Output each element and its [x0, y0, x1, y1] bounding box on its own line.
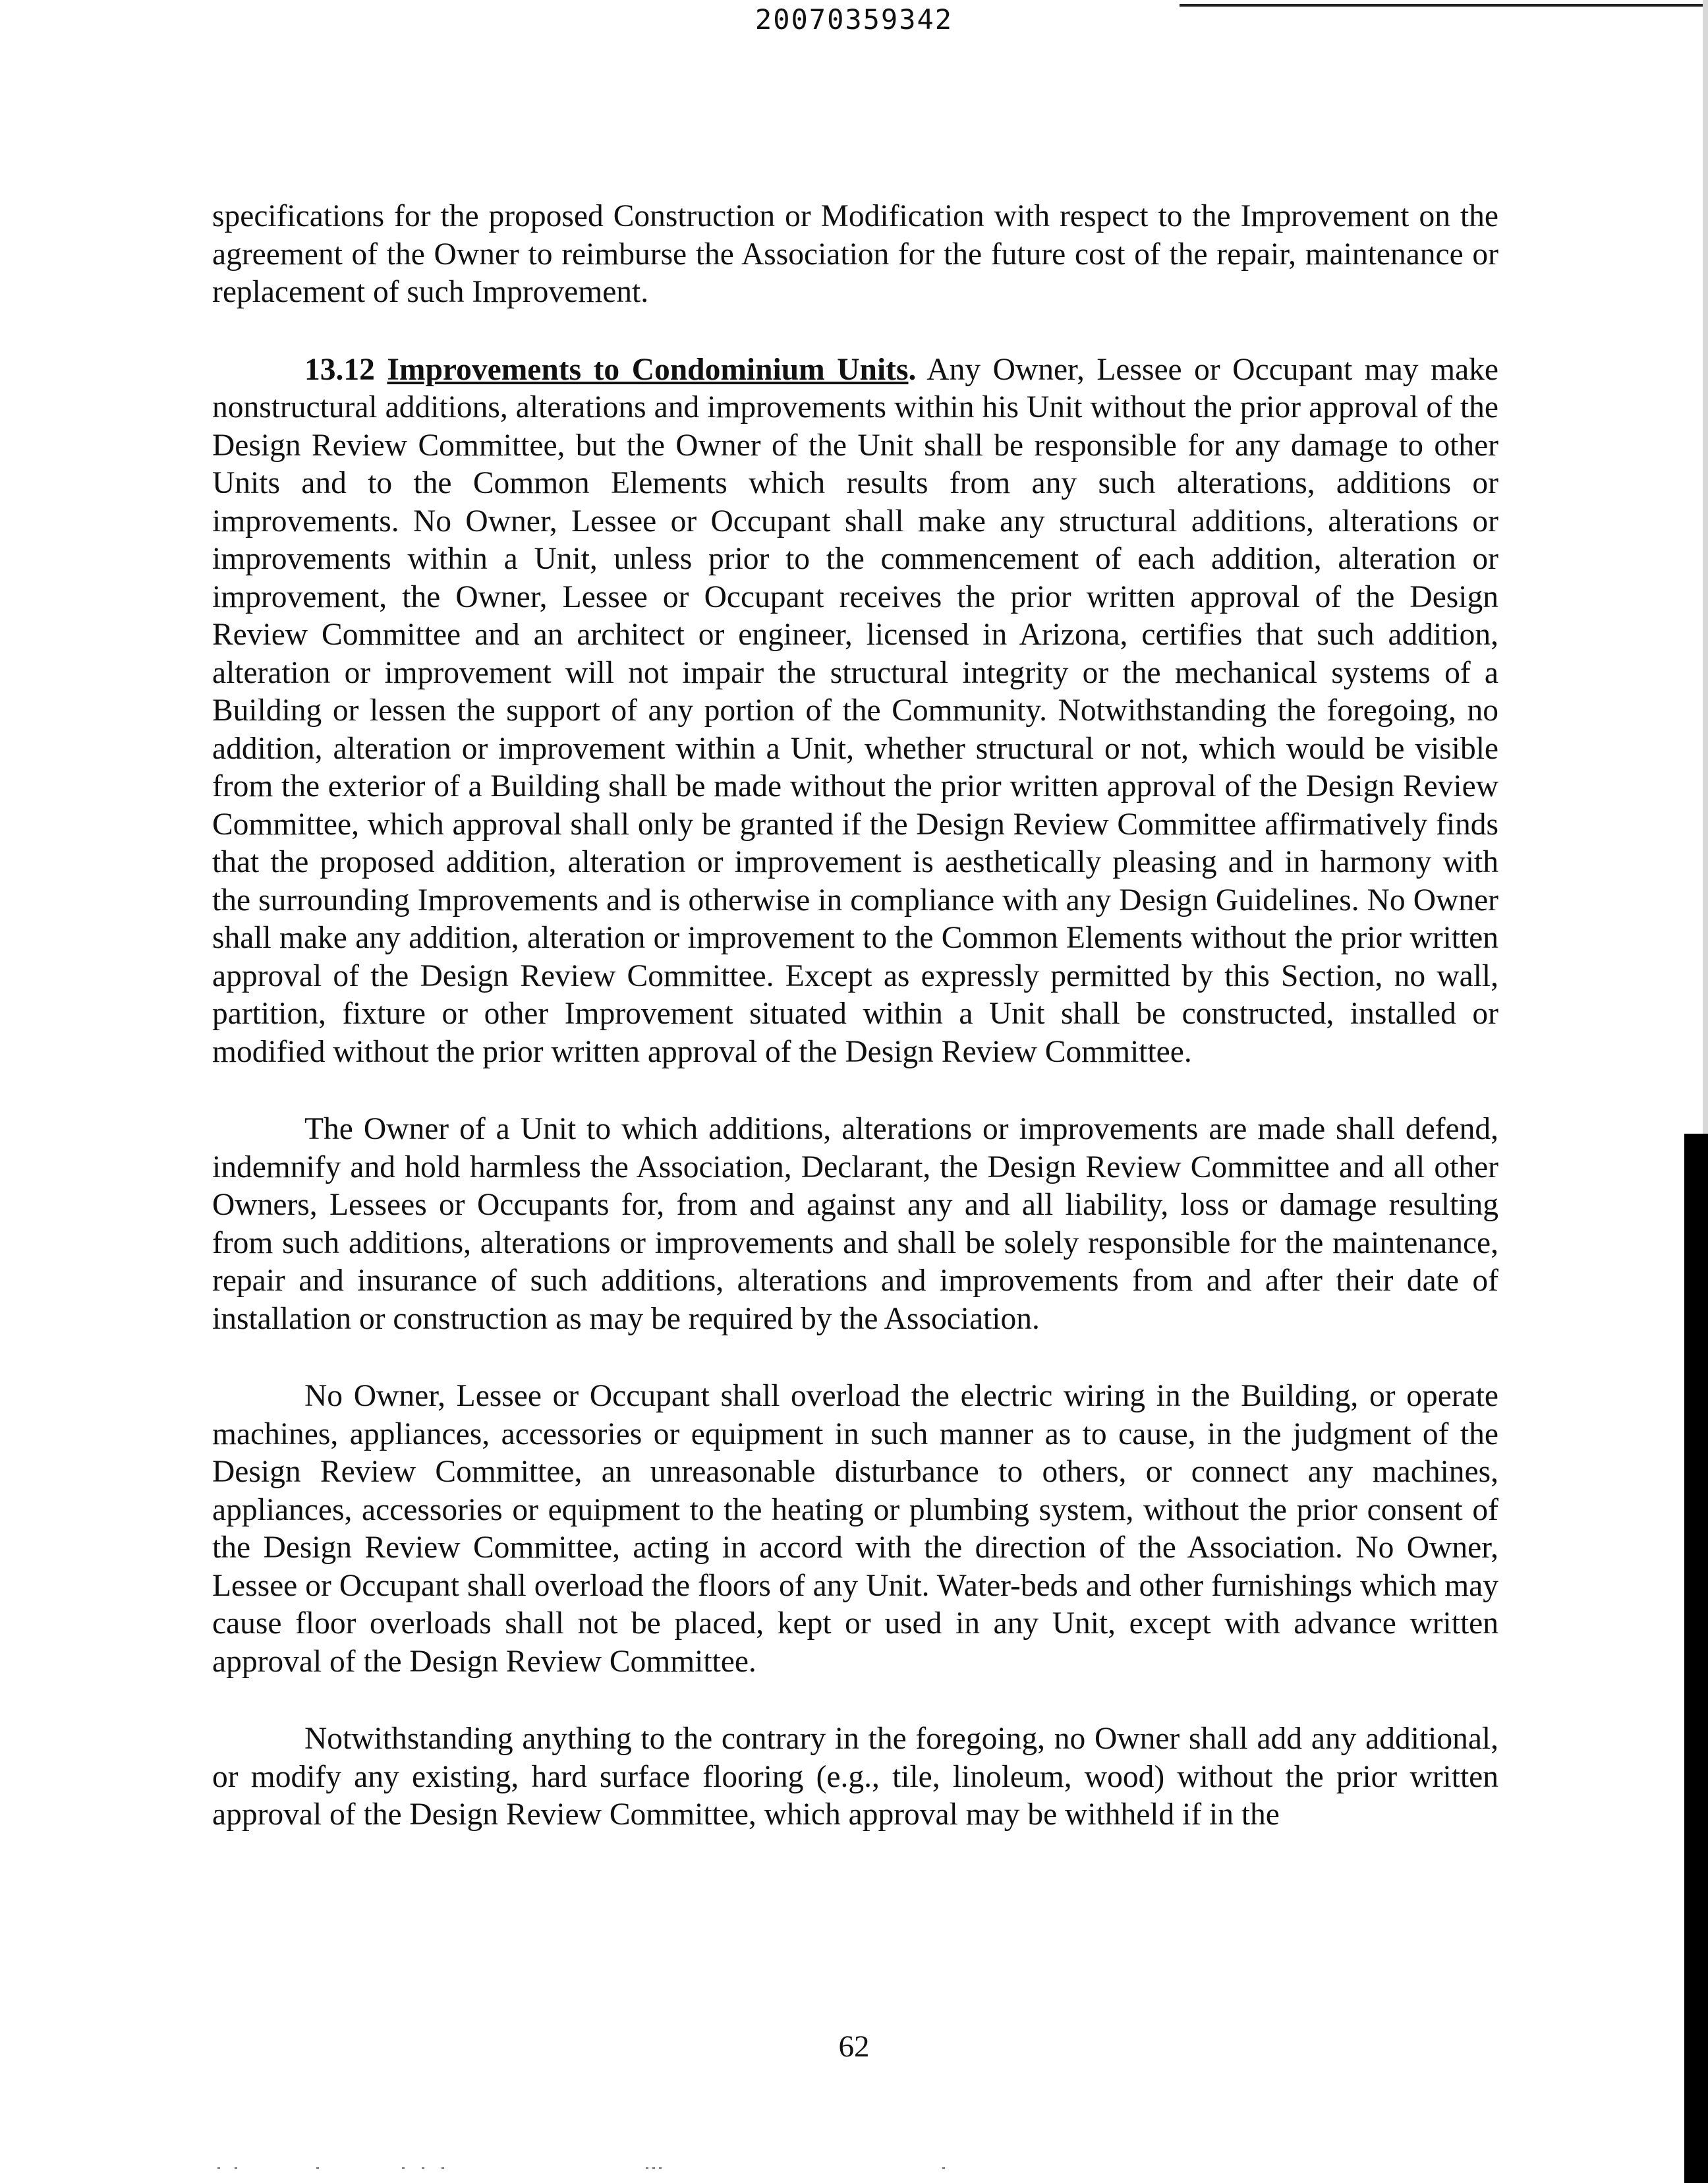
overload-paragraph: No Owner, Lessee or Occupant shall overload the electric wiring in the Building, or operate machines, appliances, accessories or equipment in such manner as to cause, in the judgment of the Design Review Committee, an unreasonable disturbance to others, or connect any machines, appliances, accessories or equipment to the heating or plumbing system, without the prior consent of the Design Review Committee, acting in accord with the direction of the Association. No Owner, Lessee or Occupant shall overload the floors of any Unit. Water-beds and other furnishings which may cause floor overloads shall not be placed, kept or used in any Unit, except with advance written approval of the Design Review Committee.: [212, 1379, 1498, 1679]
section-number: 13.12: [304, 352, 375, 387]
section-title: Improvements to Condominium Units: [387, 352, 909, 387]
page-number: 62: [838, 2029, 870, 2064]
document-body: [212, 198, 1498, 1874]
paragraph-continuation: specifications for the proposed Construction or Modification with respect to the Improvement on the agreement of the Owner to reimburse the Association for the future cost of the repair, maintenance or replacement of such Improvement.: [212, 199, 1498, 309]
top-rule-line: [1180, 4, 1708, 7]
scan-specks: [217, 2167, 1008, 2171]
section-13-12-paragraph: 13.12 Improvements to Condominium Units. Any Owner, Lessee or Occupant may make nonstructural additions, alterations and improvements within his Unit without the prior approval of the Design Review Committee, but the Owner of the Unit shall be responsible for any damage to other Units and to the Common Elements which results from any such alterations, additions or improvements. No Owner, Lessee or Occupant shall make any structural additions, alterations or improvements within a Unit, unless prior to the commencement of each addition, alteration or improvement, the Owner, Lessee or Occupant receives the prior written approval of the Design Review Committee and an architect or engineer, licensed in Arizona, certifies that such addition, alteration or improvement will not impair the structural integrity or the mechanical systems of a Building or lessen the support of any portion of the Community. Notwithstanding the foregoing, no addition, alteration or improvement within a Unit, whether structural or not, which would be visible from the exterior of a Building shall be made without the prior written approval of the Design Review Committee, which approval shall only be granted if the Design Review Committee affirmatively finds that the proposed addition, alteration or improvement is aesthetically pleasing and in harmony with the surrounding Improvements and is otherwise in compliance with any Design Guidelines. No Owner shall make any addition, alteration or improvement to the Common Elements without the prior written approval of the Design Review Committee. Except as expressly permitted by this Section, no wall, partition, fixture or other Improvement situated within a Unit shall be constructed, installed or modified without the prior written approval of the Design Review Committee.: [212, 352, 1498, 1069]
right-edge-shadow: [1703, 0, 1708, 1134]
document-number: 20070359342: [754, 3, 954, 36]
section-text: Any Owner, Lessee or Occupant may make nonstructural additions, alterations and improvements within his Unit without the prior approval of the Design Review Committee, but the Owner of the Unit shall be responsible for any damage to other Units and to the Common Elements which results from any such alterations, additions or improvements. No Owner, Lessee or Occupant shall make any structural additions, alterations or improvements within a Unit, unless prior to the commencement of each addition, alteration or improvement, the Owner, Lessee or Occupant receives the prior written approval of the Design Review Committee and an architect or engineer, licensed in Arizona, certifies that such addition, alteration or improvement will not impair the structural integrity or the mechanical systems of a Building or lessen the support of any portion of the Community. Notwithstanding the foregoing, no addition, alteration or improvement within a Unit, whether structural or not, which would be visible from the exterior of a Building shall be made without the prior written approval of the Design Review Committee, which approval shall only be granted if the Design Review Committee affirmatively finds that the proposed addition, alteration or improvement is aesthetically pleasing and in harmony with the surrounding Improvements and is otherwise in compliance with any Design Guidelines. No Owner shall make any addition, alteration or improvement to the Common Elements without the prior written approval of the Design Review Committee. Except as expressly permitted by this Section, no wall, partition, fixture or other Improvement situated within a Unit shall be constructed, installed or modified without the prior written approval of the Design Review Committee.: [212, 352, 1498, 1069]
flooring-paragraph: Notwithstanding anything to the contrary in the foregoing, no Owner shall add any additional, or modify any existing, hard surface flooring (e.g., tile, linoleum, wood) without the prior written approval of the Design Review Committee, which approval may be withheld if in the: [212, 1722, 1498, 1832]
right-edge-bar: [1684, 1134, 1708, 2183]
indemnity-paragraph: The Owner of a Unit to which additions, alterations or improvements are made shall defend, indemnify and hold harmless the Association, Declarant, the Design Review Committee and all other Owners, Lessees or Occupants for, from and against any and all liability, loss or damage resulting from such additions, alterations or improvements and shall be solely responsible for the maintenance, repair and insurance of such additions, alterations and improvements from and after their date of installation or construction as may be required by the Association.: [212, 1112, 1498, 1336]
